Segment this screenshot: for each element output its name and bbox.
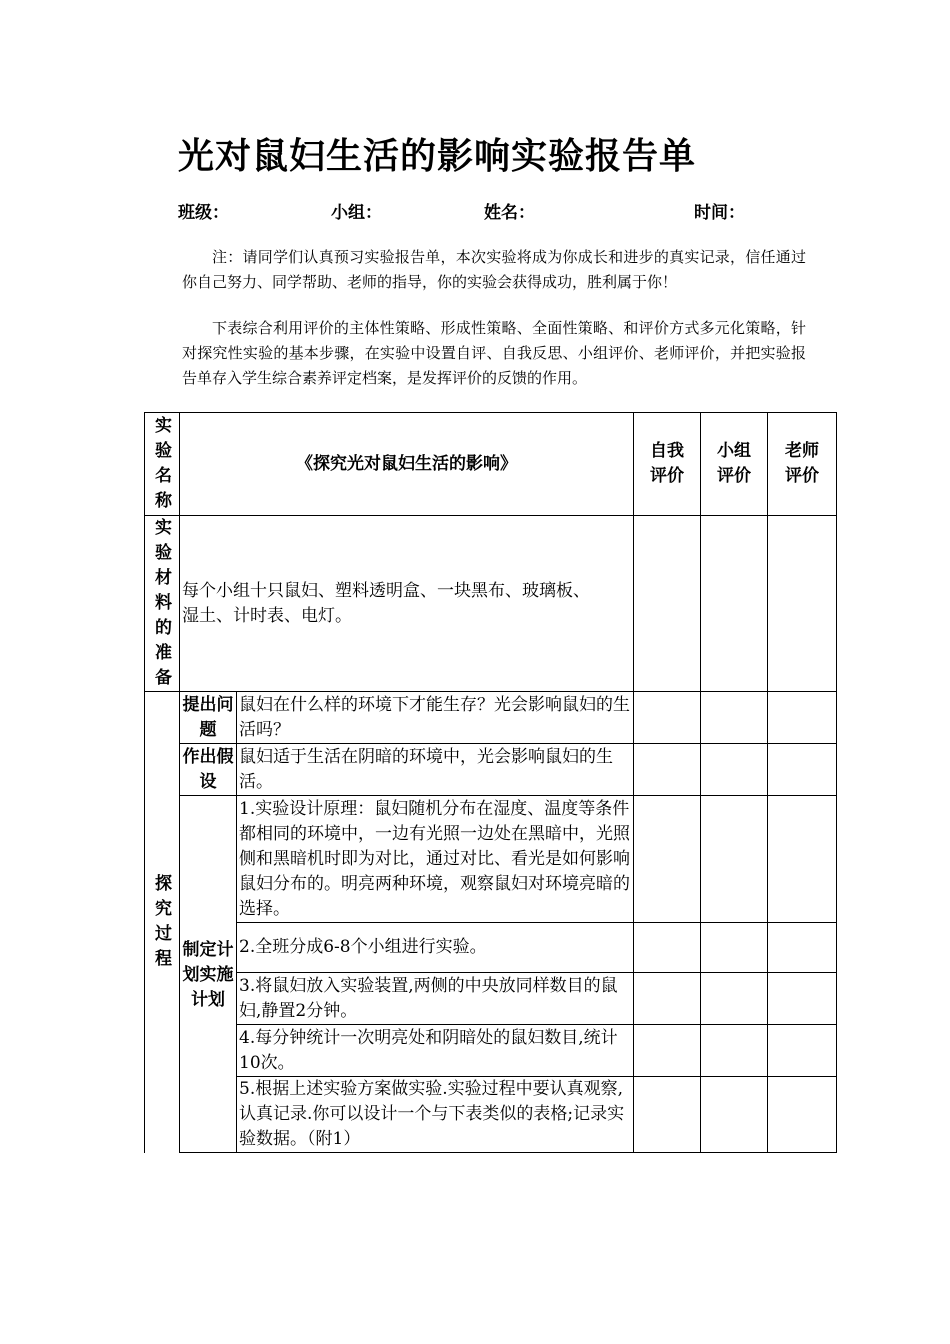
group-eval-cell[interactable] [701,923,768,973]
group-eval-cell[interactable] [701,744,768,796]
hypothesis-text: 鼠妇适于生活在阴暗的环境中，光会影响鼠妇的生活。 [237,744,634,796]
table-row [145,744,837,796]
experiment-name-header: 实验名称 [155,416,172,511]
name-label: 姓名： [484,203,535,223]
intro-paragraph: 下表综合利用评价的主体性策略、形成性策略、全面性策略、和评价方式多元化策略，针对探究性实验的基本步骤，在实验中设置自评、自我反思、小组评价、老师评价，并把实验报告单存入学生综合素养评定档案，是发挥评价的反馈的作用。 [182,319,806,387]
table-row [145,1077,837,1153]
teacher-eval-cell[interactable] [768,796,837,923]
hypothesis-header: 作出假设 [180,744,237,796]
page-title: 光对鼠妇生活的影响实验报告单 [178,136,697,177]
ask-text: 鼠妇在什么样的环境下才能生存？光会影响鼠妇的生活吗？ [237,692,634,744]
teacher-eval-cell[interactable] [768,692,837,744]
self-eval-cell[interactable] [634,1025,701,1077]
self-eval-cell[interactable] [634,744,701,796]
group-eval-cell[interactable] [701,796,768,923]
self-eval-cell[interactable] [634,692,701,744]
teacher-eval-cell[interactable] [768,1077,837,1153]
plan-step: 4.每分钟统计一次明亮处和阴暗处的鼠妇数目,统计10次。 [237,1025,634,1077]
table-row [145,413,837,516]
experiment-name: 《探究光对鼠妇生活的影响》 [180,413,634,516]
table-row [145,1025,837,1077]
teacher-eval-cell[interactable] [768,744,837,796]
table-row [145,923,837,973]
plan-step: 3.将鼠妇放入实验装置,两侧的中央放同样数目的鼠妇,静置2分钟。 [237,973,634,1025]
group-eval-cell[interactable] [701,692,768,744]
group-eval-cell[interactable] [701,973,768,1025]
plan-step: 1.实验设计原理：鼠妇随机分布在湿度、温度等条件都相同的环境中，一边有光照一边处在黑暗中，光照侧和黑暗机时即为对比，通过对比、看光是如何影响鼠妇分布的。明亮两种环境，观察鼠妇对环境亮暗的选择。 [237,796,634,923]
group-eval-cell[interactable] [701,1077,768,1153]
table-row [145,516,837,692]
class-label: 班级： [178,203,229,223]
self-eval-cell[interactable] [634,973,701,1025]
process-header: 探究过程 [155,874,172,970]
self-eval-cell[interactable] [634,796,701,923]
ask-header: 提出问题 [180,692,237,744]
teacher-eval-header: 老师评价 [768,413,837,516]
table-row [145,692,837,744]
plan-step: 2.全班分成6-8个小组进行实验。 [237,923,634,973]
self-eval-cell[interactable] [634,1077,701,1153]
teacher-eval-cell[interactable] [768,516,837,692]
self-eval-cell[interactable] [634,516,701,692]
time-label: 时间： [694,203,745,223]
materials-header: 实验材料的准备 [155,518,172,688]
teacher-eval-cell[interactable] [768,973,837,1025]
table-row [145,973,837,1025]
table-row [145,796,837,923]
group-eval-cell[interactable] [701,516,768,692]
group-eval-cell[interactable] [701,1025,768,1077]
plan-step: 5.根据上述实验方案做实验.实验过程中要认真观察,认真记录.你可以设计一个与下表类似的表格;记录实验数据。（附1） [237,1077,634,1153]
group-label: 小组： [331,203,382,223]
teacher-eval-cell[interactable] [768,1025,837,1077]
plan-header: 制定计划实施计划 [180,796,237,1153]
materials-text: 每个小组十只鼠妇、塑料透明盒、一块黑布、玻璃板、湿土、计时表、电灯。 [180,516,634,692]
self-eval-cell[interactable] [634,923,701,973]
group-eval-header: 小组评价 [701,413,768,516]
self-eval-header: 自我评价 [634,413,701,516]
note-paragraph: 注：请同学们认真预习实验报告单，本次实验将成为你成长和进步的真实记录，信任通过你自己努力、同学帮助、老师的指导，你的实验会获得成功，胜利属于你！ [182,248,806,291]
teacher-eval-cell[interactable] [768,923,837,973]
report-table [144,412,837,1153]
